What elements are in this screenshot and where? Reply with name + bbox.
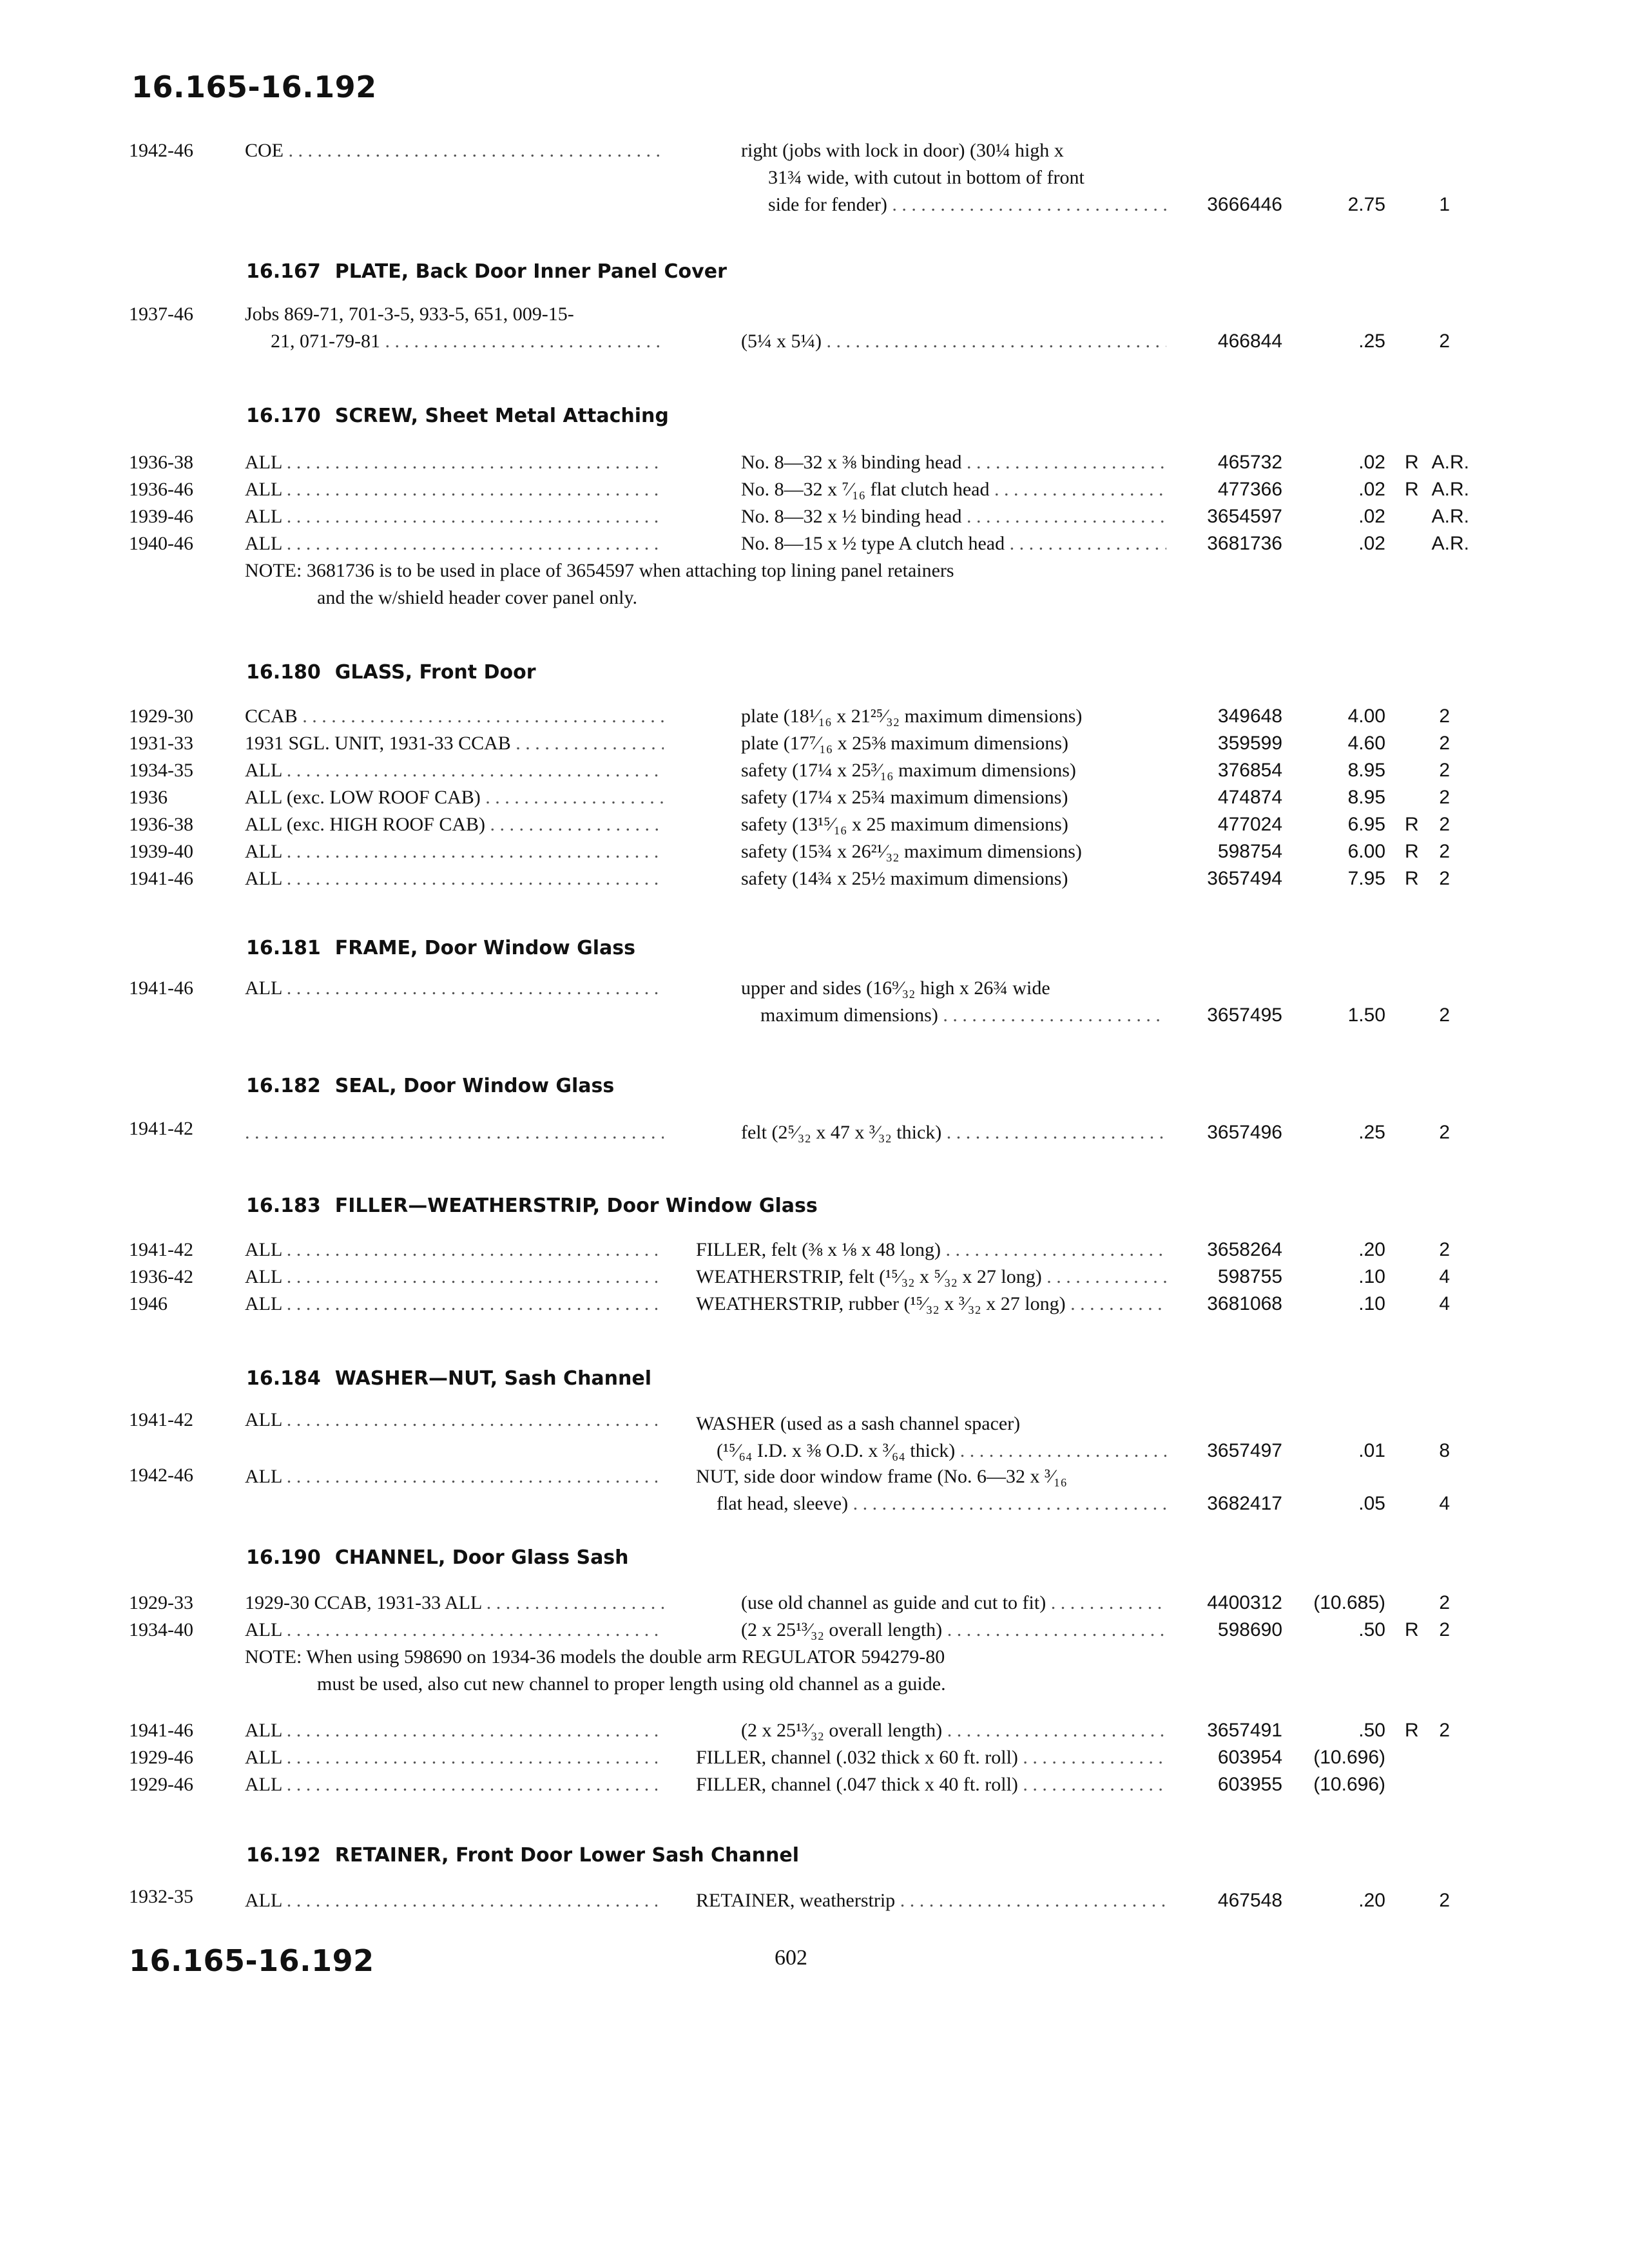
model: ALL . . . bbox=[245, 839, 664, 865]
description: safety (17¼ x 25¾ maximum dimensions) bbox=[741, 787, 1068, 808]
price: .02 bbox=[1358, 506, 1385, 527]
quantity: 1 bbox=[1439, 194, 1450, 215]
price: .20 bbox=[1358, 1239, 1385, 1260]
part-number: 477366 bbox=[1217, 479, 1282, 500]
quantity: 2 bbox=[1439, 760, 1450, 781]
model: ALL . . . bbox=[245, 1745, 657, 1771]
section-title: SEAL, Door Window Glass bbox=[334, 1075, 615, 1097]
quantity: 2 bbox=[1439, 1720, 1450, 1741]
section-number: 16.192 bbox=[246, 1844, 321, 1867]
model: ALL . . . bbox=[245, 1291, 657, 1317]
price: .02 bbox=[1358, 452, 1385, 473]
code: R bbox=[1405, 1619, 1419, 1640]
model: ALL . . . bbox=[245, 531, 664, 557]
quantity: 2 bbox=[1439, 1592, 1450, 1613]
section-heading bbox=[246, 1844, 799, 1867]
description: safety (17¼ x 25³⁄₁₆ maximum dimensions) bbox=[741, 760, 1076, 781]
part-number: 349648 bbox=[1217, 706, 1282, 727]
year: 1937-46 bbox=[129, 303, 193, 325]
model: ALL . . . bbox=[245, 758, 664, 783]
part-number: 3682417 bbox=[1207, 1493, 1282, 1514]
quantity: 4 bbox=[1439, 1493, 1450, 1514]
part-number: 598754 bbox=[1217, 841, 1282, 862]
year: 1939-46 bbox=[129, 506, 193, 527]
part-number: 467548 bbox=[1217, 1890, 1282, 1911]
part-number: 3657491 bbox=[1207, 1720, 1282, 1741]
description: No. 8—32 x ½ binding head . . . bbox=[741, 504, 1166, 530]
model: ALL (exc. HIGH ROOF CAB) . . . bbox=[245, 812, 664, 838]
quantity: 2 bbox=[1439, 1239, 1450, 1260]
description: No. 8—32 x ⁷⁄₁₆ flat clutch head . . . bbox=[741, 477, 1166, 503]
note: NOTE: When using 598690 on 1934-36 models the double arm REGULATOR 594279-80 bbox=[245, 1646, 945, 1667]
description: No. 8—32 x ⅜ binding head . . . bbox=[741, 450, 1166, 476]
section-number: 16.170 bbox=[246, 405, 321, 427]
year: 1929-46 bbox=[129, 1774, 193, 1795]
description: (¹⁵⁄₆₄ I.D. x ⅜ O.D. x ³⁄₆₄ thick) . . . bbox=[717, 1438, 1166, 1464]
year: 1932-35 bbox=[129, 1886, 193, 1907]
quantity: A.R. bbox=[1431, 506, 1469, 527]
quantity: 2 bbox=[1439, 841, 1450, 862]
model: ALL . . . bbox=[245, 1464, 657, 1490]
year: 1934-40 bbox=[129, 1619, 193, 1640]
description: (use old channel as guide and cut to fit) . . . bbox=[741, 1590, 1166, 1616]
price: .02 bbox=[1358, 479, 1385, 500]
model: ALL . . . bbox=[245, 1407, 657, 1433]
header-range: 16.165-16.192 bbox=[131, 70, 377, 104]
section-number: 16.181 bbox=[246, 937, 321, 959]
quantity: 2 bbox=[1439, 868, 1450, 889]
model: ALL . . . bbox=[245, 504, 664, 530]
description: flat head, sleeve) . . . bbox=[717, 1491, 1166, 1517]
price: 6.00 bbox=[1347, 841, 1385, 862]
section-heading bbox=[246, 937, 635, 959]
note: NOTE: 3681736 is to be used in place of 3654597 when attaching top lining panel retainers bbox=[245, 560, 954, 581]
year: 1936-42 bbox=[129, 1266, 193, 1287]
year: 1929-46 bbox=[129, 1747, 193, 1768]
description: maximum dimensions) . . . bbox=[760, 1003, 1166, 1028]
section-number: 16.190 bbox=[246, 1546, 321, 1569]
quantity: 2 bbox=[1439, 331, 1450, 352]
part-number: 477024 bbox=[1217, 814, 1282, 835]
footer-range: 16.165-16.192 bbox=[129, 1943, 374, 1978]
price: 1.50 bbox=[1347, 1004, 1385, 1026]
model: ALL . . . bbox=[245, 1718, 664, 1744]
quantity: 2 bbox=[1439, 1004, 1450, 1026]
description: WASHER (used as a sash channel spacer) bbox=[696, 1413, 1021, 1434]
quantity: A.R. bbox=[1431, 479, 1469, 500]
quantity: 4 bbox=[1439, 1293, 1450, 1314]
year: 1942-46 bbox=[129, 1465, 193, 1486]
part-number: 3666446 bbox=[1207, 194, 1282, 215]
price: .50 bbox=[1358, 1619, 1385, 1640]
section-number: 16.180 bbox=[246, 661, 321, 684]
model: ALL . . . bbox=[245, 1888, 657, 1914]
description: WEATHERSTRIP, felt (¹⁵⁄₃₂ x ⁵⁄₃₂ x 27 long) . . . bbox=[696, 1264, 1166, 1290]
year: 1941-42 bbox=[129, 1118, 193, 1139]
year: 1929-30 bbox=[129, 706, 193, 727]
price: (10.696) bbox=[1313, 1774, 1385, 1795]
year: 1936 bbox=[129, 787, 168, 808]
price: 2.75 bbox=[1347, 194, 1385, 215]
model: ALL . . . bbox=[245, 477, 664, 503]
part-number: 3681068 bbox=[1207, 1293, 1282, 1314]
price: .02 bbox=[1358, 533, 1385, 554]
description: safety (13¹⁵⁄₁₆ x 25 maximum dimensions) bbox=[741, 814, 1068, 835]
part-number: 598690 bbox=[1217, 1619, 1282, 1640]
quantity: 2 bbox=[1439, 1619, 1450, 1640]
description: FILLER, channel (.032 thick x 60 ft. roll) . . . bbox=[696, 1745, 1166, 1771]
description: WEATHERSTRIP, rubber (¹⁵⁄₃₂ x ³⁄₃₂ x 27 long) . . . bbox=[696, 1291, 1166, 1317]
price: .10 bbox=[1358, 1293, 1385, 1314]
section-heading bbox=[246, 1367, 651, 1390]
description: (2 x 25¹³⁄₃₂ overall length) . . . bbox=[741, 1718, 1166, 1744]
description: NUT, side door window frame (No. 6—32 x ³⁄₁₆ bbox=[696, 1466, 1067, 1487]
year: 1941-46 bbox=[129, 1720, 193, 1741]
description: felt (2⁵⁄₃₂ x 47 x ³⁄₃₂ thick) . . . bbox=[741, 1120, 1166, 1146]
code: R bbox=[1405, 868, 1419, 889]
quantity: 2 bbox=[1439, 733, 1450, 754]
section-title: FRAME, Door Window Glass bbox=[334, 937, 635, 959]
year: 1940-46 bbox=[129, 533, 193, 554]
model: CCAB . . . bbox=[245, 704, 664, 729]
quantity: 2 bbox=[1439, 1122, 1450, 1143]
description: FILLER, felt (⅜ x ⅛ x 48 long) . . . bbox=[696, 1237, 1166, 1263]
year: 1929-33 bbox=[129, 1592, 193, 1613]
part-number: 4400312 bbox=[1207, 1592, 1282, 1613]
code: R bbox=[1405, 452, 1419, 473]
description: RETAINER, weatherstrip . . . bbox=[696, 1888, 1166, 1914]
year: 1941-46 bbox=[129, 868, 193, 889]
model: ALL . . . bbox=[245, 1617, 664, 1643]
year: 1941-46 bbox=[129, 977, 193, 999]
year: 1942-46 bbox=[129, 140, 193, 161]
description: plate (17⁷⁄₁₆ x 25⅜ maximum dimensions) bbox=[741, 733, 1068, 754]
part-number: 359599 bbox=[1217, 733, 1282, 754]
section-title: WASHER—NUT, Sash Channel bbox=[334, 1367, 652, 1390]
description: 31¾ wide, with cutout in bottom of front bbox=[768, 167, 1084, 188]
model: ALL (exc. LOW ROOF CAB) . . . bbox=[245, 785, 664, 811]
section-number: 16.182 bbox=[246, 1075, 321, 1097]
price: 4.00 bbox=[1347, 706, 1385, 727]
model: ALL . . . bbox=[245, 1264, 657, 1290]
quantity: 2 bbox=[1439, 814, 1450, 835]
model: 21, 071-79-81 . . . bbox=[271, 329, 664, 354]
section-number: 16.167 bbox=[246, 260, 321, 283]
quantity: A.R. bbox=[1431, 452, 1469, 473]
part-number: 603954 bbox=[1217, 1747, 1282, 1768]
model: 1931 SGL. UNIT, 1931-33 CCAB . . . bbox=[245, 731, 664, 756]
quantity: 2 bbox=[1439, 787, 1450, 808]
year: 1936-38 bbox=[129, 452, 193, 473]
part-number: 3657495 bbox=[1207, 1004, 1282, 1026]
description: right (jobs with lock in door) (30¼ high x bbox=[741, 140, 1064, 161]
section-title: RETAINER, Front Door Lower Sash Channel bbox=[334, 1844, 799, 1867]
price: .25 bbox=[1358, 1122, 1385, 1143]
price: .20 bbox=[1358, 1890, 1385, 1911]
note: and the w/shield header cover panel only. bbox=[317, 587, 638, 608]
section-title: GLASS, Front Door bbox=[334, 661, 536, 684]
part-number: 3681736 bbox=[1207, 533, 1282, 554]
part-number: 474874 bbox=[1217, 787, 1282, 808]
code: R bbox=[1405, 1720, 1419, 1741]
year: 1936-46 bbox=[129, 479, 193, 500]
quantity: 4 bbox=[1439, 1266, 1450, 1287]
year: 1931-33 bbox=[129, 733, 193, 754]
part-number: 3657497 bbox=[1207, 1440, 1282, 1461]
price: .01 bbox=[1358, 1440, 1385, 1461]
section-heading bbox=[246, 1075, 614, 1097]
part-number: 3658264 bbox=[1207, 1239, 1282, 1260]
price: 8.95 bbox=[1347, 787, 1385, 808]
description: plate (18¹⁄₁₆ x 21²⁵⁄₃₂ maximum dimensions) bbox=[741, 706, 1083, 727]
price: .25 bbox=[1358, 331, 1385, 352]
year: 1939-40 bbox=[129, 841, 193, 862]
part-number: 465732 bbox=[1217, 452, 1282, 473]
description: FILLER, channel (.047 thick x 40 ft. roll) . . . bbox=[696, 1772, 1166, 1798]
section-heading bbox=[246, 661, 536, 684]
section-heading bbox=[246, 1195, 818, 1217]
price: .10 bbox=[1358, 1266, 1385, 1287]
section-heading bbox=[246, 260, 727, 283]
section-title: CHANNEL, Door Glass Sash bbox=[334, 1546, 629, 1569]
section-number: 16.183 bbox=[246, 1195, 321, 1217]
code: R bbox=[1405, 814, 1419, 835]
part-number: 3657494 bbox=[1207, 868, 1282, 889]
quantity: 8 bbox=[1439, 1440, 1450, 1461]
code: R bbox=[1405, 479, 1419, 500]
section-heading bbox=[246, 405, 669, 427]
section-heading bbox=[246, 1546, 629, 1569]
description: safety (14¾ x 25½ maximum dimensions) bbox=[741, 868, 1068, 889]
year: 1934-35 bbox=[129, 760, 193, 781]
price: 8.95 bbox=[1347, 760, 1385, 781]
part-number: 466844 bbox=[1217, 331, 1282, 352]
section-number: 16.184 bbox=[246, 1367, 321, 1390]
model: ALL . . . bbox=[245, 975, 664, 1001]
description: safety (15¾ x 26²¹⁄₃₂ maximum dimensions) bbox=[741, 841, 1082, 862]
year: 1941-42 bbox=[129, 1239, 193, 1260]
section-title: PLATE, Back Door Inner Panel Cover bbox=[334, 260, 727, 283]
section-title: SCREW, Sheet Metal Attaching bbox=[334, 405, 669, 427]
page-number: 602 bbox=[775, 1946, 807, 1970]
price: .50 bbox=[1358, 1720, 1385, 1741]
part-number: 3654597 bbox=[1207, 506, 1282, 527]
price: 4.60 bbox=[1347, 733, 1385, 754]
price: 6.95 bbox=[1347, 814, 1385, 835]
price: .05 bbox=[1358, 1493, 1385, 1514]
model: 1929-30 CCAB, 1931-33 ALL . . . bbox=[245, 1590, 664, 1616]
model: ALL . . . bbox=[245, 450, 664, 476]
year: 1946 bbox=[129, 1293, 168, 1314]
price: 7.95 bbox=[1347, 868, 1385, 889]
part-number: 3657496 bbox=[1207, 1122, 1282, 1143]
quantity: A.R. bbox=[1431, 533, 1469, 554]
price: (10.685) bbox=[1313, 1592, 1385, 1613]
description: No. 8—15 x ½ type A clutch head . . . bbox=[741, 531, 1166, 557]
part-number: 603955 bbox=[1217, 1774, 1282, 1795]
description: side for fender) . . . bbox=[768, 192, 1166, 218]
code: R bbox=[1405, 841, 1419, 862]
model bbox=[245, 1120, 664, 1146]
model: Jobs 869-71, 701-3-5, 933-5, 651, 009-15- bbox=[245, 303, 574, 325]
year: 1936-38 bbox=[129, 814, 193, 835]
quantity: 2 bbox=[1439, 706, 1450, 727]
section-title: FILLER—WEATHERSTRIP, Door Window Glass bbox=[334, 1195, 818, 1217]
part-number: 598755 bbox=[1217, 1266, 1282, 1287]
model: COE . . . bbox=[245, 138, 664, 164]
model: ALL . . . bbox=[245, 1772, 657, 1798]
note: must be used, also cut new channel to proper length using old channel as a guide. bbox=[317, 1673, 946, 1695]
description: (5¼ x 5¼) . . . bbox=[741, 329, 1166, 354]
price: (10.696) bbox=[1313, 1747, 1385, 1768]
year: 1941-42 bbox=[129, 1409, 193, 1430]
model: ALL . . . bbox=[245, 1237, 657, 1263]
description: (2 x 25¹³⁄₃₂ overall length) . . . bbox=[741, 1617, 1166, 1643]
description: upper and sides (16⁹⁄₃₂ high x 26¾ wide bbox=[741, 977, 1050, 999]
quantity: 2 bbox=[1439, 1890, 1450, 1911]
part-number: 376854 bbox=[1217, 760, 1282, 781]
model: ALL . . . bbox=[245, 866, 664, 892]
